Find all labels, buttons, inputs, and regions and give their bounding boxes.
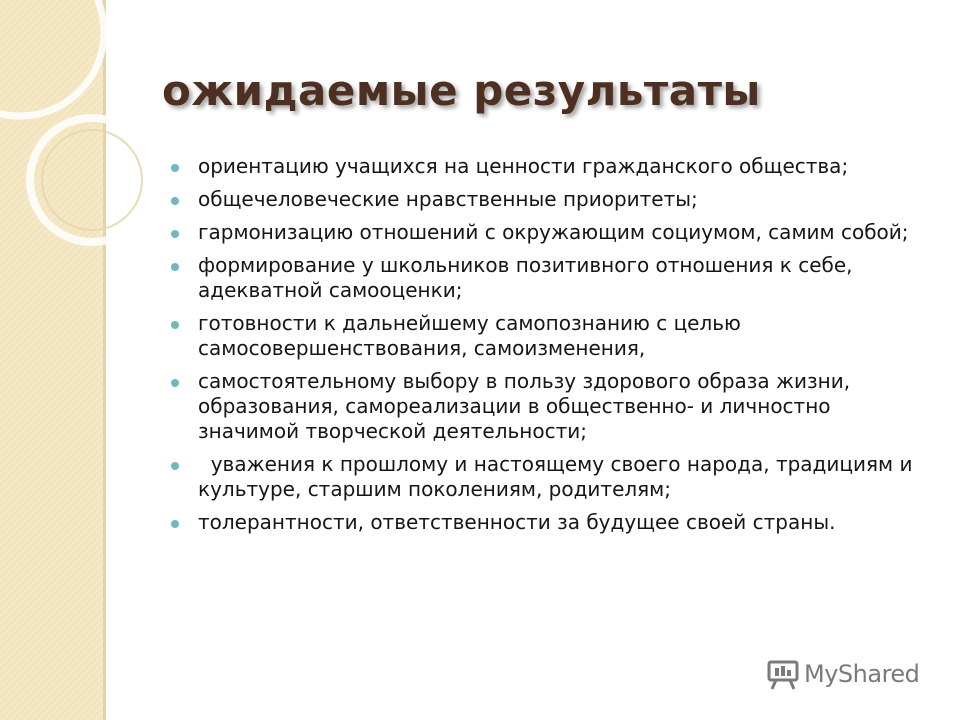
list-item-text: готовности к дальнейшему самопознанию с целью самосовершенствования, самоизменения, (198, 311, 741, 360)
list-item-text: толерантности, ответственности за будущее своей страны. (198, 510, 836, 534)
list-item-text: самостоятельному выбору в пользу здорового образа жизни, образования, самореализации в общественно- и личностно значимой творческой деятельности; (198, 369, 851, 443)
list-item (168, 187, 928, 212)
bullet-list (168, 154, 928, 543)
list-item (168, 369, 928, 444)
bullet-dot-icon (171, 520, 179, 528)
bullet-dot-icon (171, 263, 179, 271)
list-item (168, 311, 928, 361)
list-item (168, 154, 928, 179)
bullet-dot-icon (171, 164, 179, 172)
watermark-text: MyShared (804, 660, 920, 688)
list-item (168, 510, 928, 535)
list-item (168, 253, 928, 303)
list-item-text: гармонизацию отношений с окружающим социумом, самим собой; (198, 220, 909, 244)
bullet-dot-icon (171, 321, 179, 329)
bullet-dot-icon (171, 197, 179, 205)
list-item (168, 452, 928, 502)
bullet-dot-icon (171, 462, 179, 470)
watermark (766, 658, 919, 690)
decorative-circles (0, 0, 170, 260)
list-item (168, 220, 928, 245)
presentation-board-icon (766, 658, 800, 690)
slide-title: ожидаемые результаты (162, 66, 761, 115)
bullet-dot-icon (171, 230, 179, 238)
bullet-dot-icon (171, 379, 179, 387)
list-item-text: уважения к прошлому и настоящему своего народа, традициям и культуре, старшим поколениям, родителям; (198, 452, 919, 501)
list-item-text: ориентацию учащихся на ценности гражданского общества; (198, 154, 849, 178)
list-item-text: общечеловеческие нравственные приоритеты; (198, 187, 698, 211)
list-item-text: формирование у школьников позитивного отношения к себе, адекватной самооценки; (198, 253, 853, 302)
